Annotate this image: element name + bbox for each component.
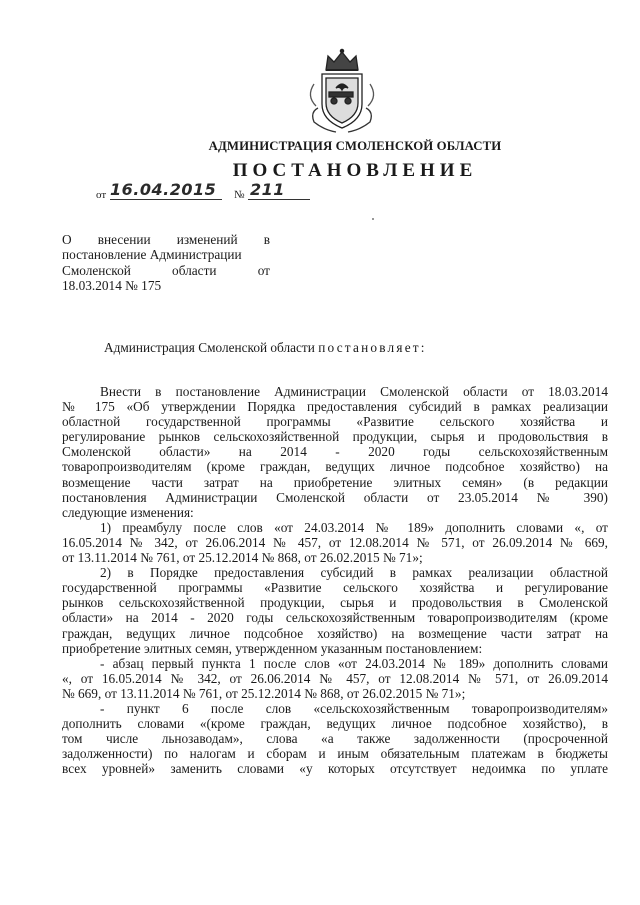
document-type-title: ПОСТАНОВЛЕНИЕ [232,160,478,181]
body-line: 2) в Порядке предоставления субсидий в рамках реализации областной [100,565,608,581]
preamble-verb: постановляет: [318,340,427,355]
body-line: области» на 2014 - 2020 годы сельскохозяйственным товаропроизводителям (кроме [62,610,608,626]
organization-title: АДМИНИСТРАЦИЯ СМОЛЕНСКОЙ ОБЛАСТИ [208,139,502,153]
body-line: постановления Администрации Смоленской области от 23.05.2014 № 390) [62,489,608,505]
body-line: регулирование рынков сельскохозяйственной продукции, сырья и продовольствия в [62,429,608,445]
preamble-prefix: Администрация Смоленской области [104,340,315,355]
body-line: - абзац первый пункта 1 после слов «от 24.03.2014 № 189» дополнить словами [100,655,608,671]
body-line: дополнить словами «(кроме граждан, ведущих личное подсобное хозяйство), в [62,716,608,732]
body-line: задолженности) по налогам и сборам и иным обязательным платежам в бюджеты [62,746,608,762]
body-line: следующие изменения: [62,504,194,520]
subject-line: 18.03.2014 № 175 [62,277,162,293]
body-line: областной государственной программы «Развитие сельского хозяйства и [62,414,608,430]
body-line: граждан, ведущих личное подсобное хозяйство) на возмещение части затрат на [62,625,608,641]
body-line: том числе льнозаводам», слова «а также задолженности (просроченной [62,731,608,747]
subject-line: О внесении изменений в [62,232,270,247]
body-line: приобретение элитных семян, утвержденном указанным постановлением: [62,640,483,656]
number-underline [248,199,310,200]
body-line: «, от 16.05.2014 № 342, от 26.06.2014 № 457, от 12.08.2014 № 571, от 26.09.2014 [62,670,608,686]
body-line: государственной программы «Развитие сельского хозяйства и регулирование [62,580,608,596]
body-line: от 13.11.2014 № 761, от 25.12.2014 № 868, от 26.02.2015 № 71»; [62,550,423,566]
date-prefix: от [96,189,107,201]
number-prefix: № [234,189,245,201]
preamble [104,340,427,356]
speck [372,218,374,220]
body-line: Смоленской области» на 2014 - 2020 годы сельскохозяйственным [62,444,608,460]
body-line: 16.05.2014 № 342, от 26.06.2014 № 457, от 12.08.2014 № 571, от 26.09.2014 № 669, [62,534,608,550]
document-subject [62,232,270,293]
body-line: Внести в постановление Администрации Смоленской области от 18.03.2014 [100,384,608,399]
body-line: возмещение части затрат на приобретение элитных семян» (в редакции [62,474,608,490]
handwritten-date: 16.04.2015 [110,180,217,199]
document-body [62,384,608,776]
body-line: - пункт 6 после слов «сельскохозяйственным товаропроизводителям» [100,700,608,716]
subject-line: постановление Администрации [62,247,242,263]
body-line: 1) преамбулу после слов «от 24.03.2014 № 189» дополнить словами «, от [100,519,608,535]
body-line: № 669, от 13.11.2014 № 761, от 25.12.2014 № 868, от 26.02.2015 № 71»; [62,685,466,701]
handwritten-number: 211 [250,180,285,199]
coat-of-arms-icon [296,48,388,134]
subject-line: Смоленской области от [62,262,270,278]
body-line: всех уровней» заменить словами «у которых отсутствует недоимка по уплате [62,761,608,777]
body-line: товаропроизводителям (кроме граждан, ведущих личное подсобное хозяйство) на [62,459,608,475]
date-underline [110,199,222,200]
body-line: № 175 «Об утверждении Порядка предоставления субсидий в рамках реализации [62,399,608,415]
body-line: рынков сельскохозяйственной продукции, сырья и продовольствия в Смоленской [62,595,608,611]
date-number-line [96,180,346,202]
